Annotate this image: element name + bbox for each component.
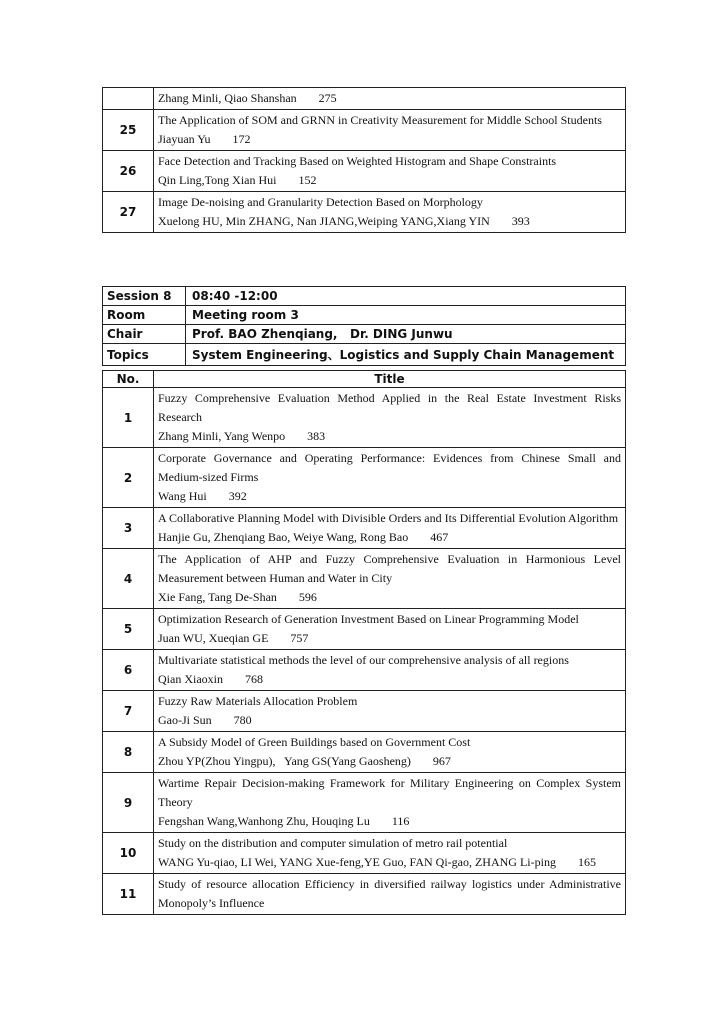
no-column-header: No. [103, 371, 154, 388]
author-names: WANG Yu-qiao, LI Wei, YANG Xue-feng,YE Guo, FAN Qi-gao, ZHANG Li-ping [158, 855, 556, 869]
paper-authors [158, 752, 621, 771]
paper-id: 596 [298, 590, 317, 604]
entry-text: Zhang Minli, Qiao Shanshan [158, 91, 297, 105]
paper-entry [154, 151, 626, 192]
paper-number: 7 [103, 691, 154, 732]
entry-text: Jiayuan Yu [158, 132, 211, 146]
paper-entry [154, 874, 626, 915]
paper-entry [154, 88, 626, 110]
table-row [103, 773, 626, 833]
author-names: Wang Hui [158, 489, 207, 503]
paper-title: Study of resource allocation Efficiency in diversified railway logistics under Administrative Monopoly’s Influence [158, 877, 621, 910]
room-value: Meeting room 3 [186, 306, 626, 325]
entry-text: Image De-noising and Granularity Detection Based on Morphology [158, 195, 483, 209]
paper-number: 4 [103, 549, 154, 609]
paper-number: 11 [103, 874, 154, 915]
paper-id: 780 [233, 713, 252, 727]
paper-number: 27 [103, 192, 154, 233]
paper-id: 165 [577, 855, 596, 869]
session-8-table [102, 286, 626, 366]
session-label: Session 8 [103, 287, 186, 306]
paper-authors [158, 812, 621, 831]
paper-authors [158, 588, 621, 607]
paper-entry [154, 110, 626, 151]
entry-text: Face Detection and Tracking Based on Weighted Histogram and Shape Constraints [158, 154, 557, 168]
entry-text: Xuelong HU, Min ZHANG, Nan JIANG,Weiping YANG,Xiang YIN [158, 214, 490, 228]
topics-row [103, 344, 626, 366]
topics-value: System Engineering、Logistics and Supply Chain Management [186, 344, 626, 366]
paper-entry [154, 508, 626, 549]
table-row [103, 448, 626, 508]
paper-title: Fuzzy Raw Materials Allocation Problem [158, 694, 358, 708]
paper-number: 10 [103, 833, 154, 874]
paper-id: 392 [228, 489, 247, 503]
paper-title [158, 111, 621, 130]
table-row [103, 508, 626, 549]
paper-authors [158, 711, 621, 730]
paper-id: 768 [245, 672, 263, 686]
paper-entry [154, 691, 626, 732]
table-row [103, 691, 626, 732]
paper-number: 2 [103, 448, 154, 508]
papers-header-row [103, 371, 626, 388]
session-time: 08:40 -12:00 [186, 287, 626, 306]
paper-number: 25 [103, 110, 154, 151]
entry-text: The Application of SOM and GRNN in Creativity Measurement for Middle School Students [158, 113, 602, 127]
paper-entry [154, 732, 626, 773]
paper-number: 6 [103, 650, 154, 691]
paper-number [103, 88, 154, 110]
paper-number: 3 [103, 508, 154, 549]
paper-authors [158, 427, 621, 446]
paper-title: Multivariate statistical methods the level of our comprehensive analysis of all regions [158, 653, 569, 667]
paper-id: 116 [391, 814, 410, 828]
chair-value: Prof. BAO Zhenqiang, Dr. DING Junwu [186, 325, 626, 344]
title-column-header: Title [154, 371, 626, 388]
room-row [103, 306, 626, 325]
author-names: Fengshan Wang,Wanhong Zhu, Houqing Lu [158, 814, 370, 828]
paper-title: The Application of AHP and Fuzzy Comprehensive Evaluation in Harmonious Level Measurement between Human and Water in City [158, 552, 621, 585]
paper-entry [154, 192, 626, 233]
table-row [103, 192, 626, 233]
paper-title: Optimization Research of Generation Investment Based on Linear Programming Model [158, 612, 579, 626]
paper-title: A Subsidy Model of Green Buildings based on Government Cost [158, 735, 471, 749]
paper-entry [154, 609, 626, 650]
paper-title [158, 193, 621, 212]
paper-id: 967 [432, 754, 451, 768]
previous-session-table [102, 87, 626, 233]
paper-number: 8 [103, 732, 154, 773]
paper-authors [158, 171, 621, 190]
paper-number: 5 [103, 609, 154, 650]
paper-id: 152 [298, 173, 317, 187]
session-row [103, 287, 626, 306]
author-names: Xie Fang, Tang De-Shan [158, 590, 277, 604]
paper-id: 393 [511, 214, 530, 228]
paper-entry [154, 388, 626, 448]
paper-title: Fuzzy Comprehensive Evaluation Method Applied in the Real Estate Investment Risks Research [158, 391, 621, 424]
table-row [103, 609, 626, 650]
author-names: Juan WU, Xueqian GE [158, 631, 269, 645]
chair-label: Chair [103, 325, 186, 344]
paper-number: 9 [103, 773, 154, 833]
chair-row [103, 325, 626, 344]
paper-id: 757 [290, 631, 309, 645]
paper-authors [158, 212, 621, 231]
papers-table [102, 370, 626, 915]
table-row [103, 732, 626, 773]
paper-id: 383 [307, 429, 326, 443]
table-row [103, 88, 626, 110]
paper-title: A Collaborative Planning Model with Divisible Orders and Its Differential Evolution Algorithm [158, 511, 619, 525]
paper-authors [158, 528, 621, 547]
paper-entry [154, 833, 626, 874]
table-row [103, 549, 626, 609]
paper-entry [154, 773, 626, 833]
table-row [103, 650, 626, 691]
paper-authors [158, 487, 621, 506]
paper-entry [154, 549, 626, 609]
topics-label: Topics [103, 344, 186, 366]
paper-id: 275 [318, 91, 337, 105]
author-names: Qian Xiaoxin [158, 672, 223, 686]
paper-id: 172 [232, 132, 251, 146]
paper-title: Corporate Governance and Operating Performance: Evidences from Chinese Small and Medium-sized Firms [158, 451, 621, 484]
paper-entry [154, 448, 626, 508]
paper-number: 26 [103, 151, 154, 192]
author-names: Zhang Minli, Yang Wenpo [158, 429, 286, 443]
paper-authors [158, 670, 621, 689]
paper-number: 1 [103, 388, 154, 448]
paper-title: Study on the distribution and computer simulation of metro rail potential [158, 836, 508, 850]
room-label: Room [103, 306, 186, 325]
table-row [103, 110, 626, 151]
paper-title [158, 152, 621, 171]
table-row [103, 151, 626, 192]
table-row [103, 388, 626, 448]
author-names: Gao-Ji Sun [158, 713, 212, 727]
table-row [103, 833, 626, 874]
paper-authors [158, 629, 621, 648]
table-row [103, 874, 626, 915]
author-names: Zhou YP(Zhou Yingpu), Yang GS(Yang Gaosheng) [158, 754, 411, 768]
paper-authors [158, 89, 621, 108]
paper-id: 467 [430, 530, 449, 544]
paper-entry [154, 650, 626, 691]
paper-title: Wartime Repair Decision-making Framework for Military Engineering on Complex System Theory [158, 776, 621, 809]
paper-authors [158, 130, 621, 149]
entry-text: Qin Ling,Tong Xian Hui [158, 173, 277, 187]
author-names: Hanjie Gu, Zhenqiang Bao, Weiye Wang, Rong Bao [158, 530, 409, 544]
paper-authors [158, 853, 621, 872]
